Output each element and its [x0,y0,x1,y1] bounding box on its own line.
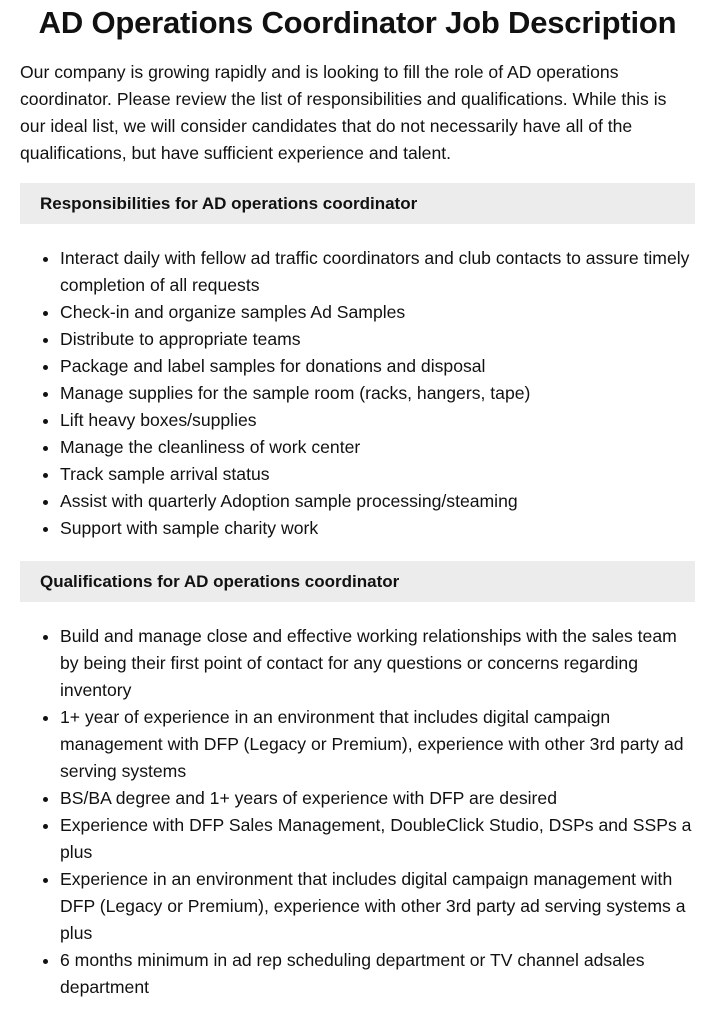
qualifications-list [20,623,695,1001]
list-item: • Build and manage close and effective working relationships with the sales team by being their first point of contact for any questions or concerns regarding inventory [60,623,695,704]
list-item: • 6 months minimum in ad rep scheduling department or TV channel adsales department [60,947,695,1001]
list-item: • Distribute to appropriate teams [60,326,695,353]
list-item: • BS/BA degree and 1+ years of experience with DFP are desired [60,785,695,812]
list-item: • Experience in an environment that includes digital campaign management with DFP (Legacy or Premium), experience with other 3rd party ad serving systems a plus [60,866,695,947]
intro-paragraph: Our company is growing rapidly and is looking to fill the role of AD operations coordinator. Please review the list of responsibilities and qualifications. While this is our ideal list, we will consider candidates that do not necessarily have all of the qualifications, but have sufficient experience and talent. [20,62,667,163]
list-item: • Interact daily with fellow ad traffic coordinators and club contacts to assure timely completion of all requests [60,245,695,299]
list-item: • Support with sample charity work [60,515,695,542]
responsibilities-list [20,245,695,542]
responsibilities-heading: Responsibilities for AD operations coordinator [20,183,695,224]
list-item: • 1+ year of experience in an environment that includes digital campaign management with DFP (Legacy or Premium), experience with other 3rd party ad serving systems [60,704,695,785]
list-item: • Experience with DFP Sales Management, DoubleClick Studio, DSPs and SSPs a plus [60,812,695,866]
list-item: • Lift heavy boxes/supplies [60,407,695,434]
list-item: • Check-in and organize samples Ad Samples [60,299,695,326]
page-title: AD Operations Coordinator Job Description [38,5,677,40]
list-item: • Assist with quarterly Adoption sample processing/steaming [60,488,695,515]
qualifications-heading: Qualifications for AD operations coordinator [20,561,695,602]
list-item: • Manage the cleanliness of work center [60,434,695,461]
list-item: • Manage supplies for the sample room (racks, hangers, tape) [60,380,695,407]
list-item: • Package and label samples for donations and disposal [60,353,695,380]
list-item: • Track sample arrival status [60,461,695,488]
